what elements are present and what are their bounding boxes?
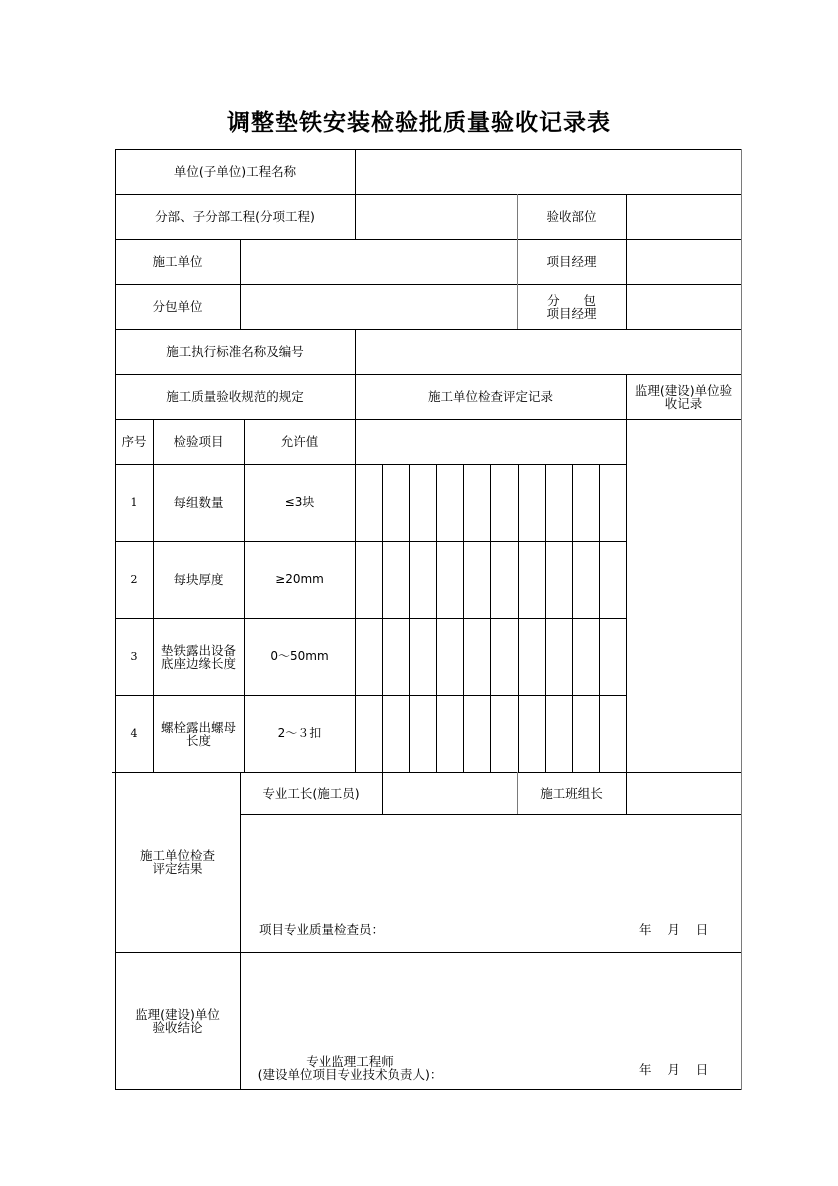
check-result-label-line2: 评定结果	[152, 861, 203, 876]
item-name	[153, 695, 244, 772]
foreman-field[interactable]	[383, 773, 517, 814]
date-label-2: 年 月 日	[639, 1061, 709, 1077]
division-field[interactable]	[356, 195, 517, 239]
record-entry-field[interactable]	[519, 696, 545, 772]
table-border-right	[741, 149, 742, 1090]
record-entry-field[interactable]	[573, 542, 599, 618]
record-entry-field[interactable]	[546, 696, 572, 772]
record-entry-field[interactable]	[437, 696, 463, 772]
item-allowed-value: ≥20mm	[275, 572, 324, 586]
acceptance-part-field[interactable]	[627, 195, 741, 239]
item-name-line1: 螺栓露出螺母	[160, 719, 236, 735]
check-result-label	[115, 772, 240, 952]
record-entry-field[interactable]	[600, 465, 626, 541]
record-entry-field[interactable]	[410, 619, 436, 695]
item-seq: 4	[130, 727, 138, 740]
item-name-line1: 每组数量	[173, 495, 224, 510]
record-entry-field[interactable]	[573, 619, 599, 695]
inspector-label: 项目专业质量检查员：	[259, 921, 385, 937]
team-leader-field[interactable]	[627, 773, 741, 814]
record-entry-field[interactable]	[600, 542, 626, 618]
record-entry-field[interactable]	[356, 542, 382, 618]
record-entry-field[interactable]	[573, 696, 599, 772]
record-entry-field[interactable]	[383, 619, 409, 695]
supervision-header	[626, 374, 741, 419]
record-entry-field[interactable]	[600, 619, 626, 695]
division-label: 分部、子分部工程(分项工程)	[155, 209, 315, 224]
item-seq: 2	[130, 573, 138, 586]
sub-project-manager-label	[517, 284, 626, 329]
record-entry-field[interactable]	[491, 465, 518, 541]
foreman-label: 专业工长(施工员)	[262, 785, 360, 801]
record-entry-field[interactable]	[356, 696, 382, 772]
item-column-header: 检验项目	[173, 434, 224, 449]
record-entry-field[interactable]	[546, 465, 572, 541]
project-manager-label: 项目经理	[546, 254, 597, 269]
sub-pm-label-line2: 项目经理	[546, 305, 597, 321]
record-entry-field[interactable]	[546, 619, 572, 695]
record-entry-field[interactable]	[573, 465, 599, 541]
project-manager-field[interactable]	[627, 240, 741, 284]
record-entry-field[interactable]	[464, 542, 490, 618]
engineer-label	[250, 1054, 450, 1082]
subcontractor-field[interactable]	[241, 285, 517, 329]
standard-field[interactable]	[356, 330, 741, 374]
item-name-line1: 每块厚度	[173, 572, 224, 587]
conclusion-label	[115, 952, 240, 1089]
supervision-header-line2: 收记录	[664, 395, 703, 411]
record-entry-field[interactable]	[464, 465, 490, 541]
team-leader-label: 施工班组长	[540, 785, 603, 801]
item-allowed-value: 2～３扣	[277, 726, 322, 740]
item-name	[153, 464, 244, 541]
record-entry-field[interactable]	[464, 619, 490, 695]
sub-project-manager-field[interactable]	[627, 285, 741, 329]
item-name	[153, 618, 244, 695]
item-allowed-value: 0～50mm	[270, 649, 329, 663]
subcontractor-label: 分包单位	[152, 299, 203, 314]
record-entry-field[interactable]	[600, 696, 626, 772]
record-entry-field[interactable]	[356, 619, 382, 695]
record-entry-field[interactable]	[491, 542, 518, 618]
item-allowed-value: ≤3块	[284, 495, 315, 509]
record-entry-field[interactable]	[546, 542, 572, 618]
engineer-label-line2: (建设单位项目专业技术负责人)：	[257, 1067, 443, 1082]
item-name-line2: 长度	[185, 732, 211, 748]
engineer-label-line1: 专业监理工程师	[306, 1054, 394, 1069]
record-entry-field[interactable]	[519, 542, 545, 618]
record-entry-field[interactable]	[437, 542, 463, 618]
record-entry-field[interactable]	[383, 696, 409, 772]
record-entry-field[interactable]	[383, 542, 409, 618]
record-entry-field[interactable]	[410, 465, 436, 541]
form-title: 调整垫铁安装检验批质量验收记录表	[227, 109, 611, 136]
acceptance-part-label: 验收部位	[546, 209, 597, 224]
record-entry-field[interactable]	[491, 619, 518, 695]
supervision-record-field[interactable]	[627, 420, 741, 772]
unit-project-name-field[interactable]	[356, 150, 741, 194]
table-border-bottom	[115, 1089, 742, 1090]
record-entry-field[interactable]	[410, 542, 436, 618]
record-entry-field[interactable]	[437, 465, 463, 541]
record-entry-field[interactable]	[383, 465, 409, 541]
check-result-label-line1: 施工单位检查	[139, 848, 215, 863]
conclusion-label-line1: 监理(建设)单位	[135, 1006, 220, 1022]
sub-pm-label-line1: 分 包	[547, 292, 596, 308]
item-seq: 3	[130, 650, 138, 663]
record-entry-field[interactable]	[519, 465, 545, 541]
record-entry-field[interactable]	[437, 619, 463, 695]
date-label-1: 年 月 日	[639, 921, 709, 937]
construction-unit-label: 施工单位	[152, 254, 203, 269]
standard-label: 施工执行标准名称及编号	[166, 344, 304, 359]
record-entry-field[interactable]	[491, 696, 518, 772]
allowed-column-header: 允许值	[280, 434, 319, 449]
supervision-header-line1: 监理(建设)单位验	[634, 382, 733, 398]
record-header: 施工单位检查评定记录	[427, 389, 553, 404]
record-entry-field[interactable]	[356, 465, 382, 541]
item-name-line1: 垫铁露出设备	[160, 642, 236, 658]
unit-project-name-label: 单位(子单位)工程名称	[173, 164, 297, 179]
record-entry-field[interactable]	[519, 619, 545, 695]
construction-unit-field[interactable]	[241, 240, 517, 284]
seq-column-header: 序号	[121, 434, 147, 449]
item-name	[153, 541, 244, 618]
spec-header: 施工质量验收规范的规定	[166, 389, 304, 404]
conclusion-label-line2: 验收结论	[152, 1019, 203, 1035]
item-seq: 1	[130, 496, 138, 509]
record-entry-field[interactable]	[410, 696, 436, 772]
record-entry-field[interactable]	[464, 696, 490, 772]
item-name-line2: 底座边缘长度	[160, 655, 236, 671]
